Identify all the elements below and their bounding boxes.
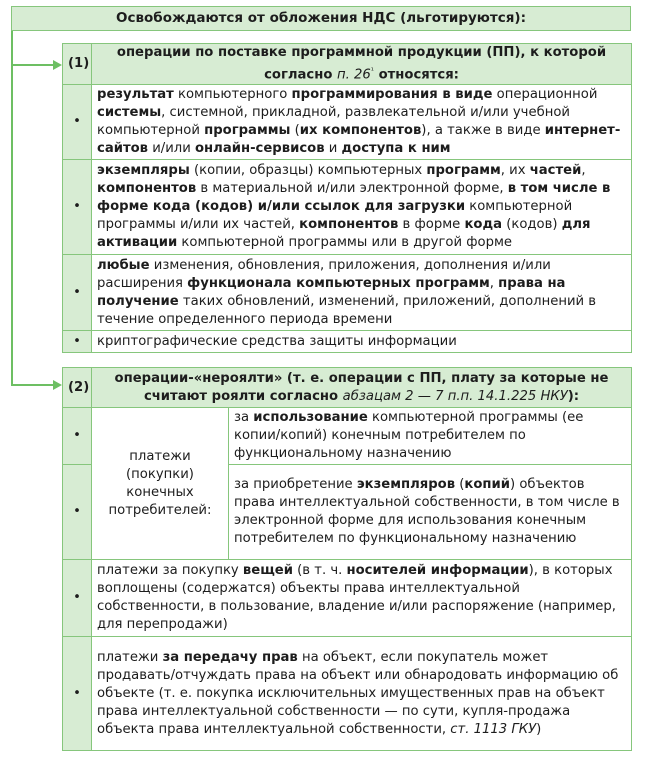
arrow-right-icon [53,60,62,70]
bullet-icon: • [63,637,92,751]
section-1-header-row [63,44,632,85]
connector-vertical-line [11,31,13,385]
table-row [63,160,632,255]
section-1-table [62,43,632,353]
list-item: результат компьютерного программирования в виде операционной системы, системной, прикладной, развлекательной и/или учебной компьютерной программы (их компонентов), а также в виде интернет-сайтов и/или онлайн-сервисов и доступа к ним [92,85,632,160]
bullet-icon: • [63,331,92,353]
arrow-right-icon [53,380,62,390]
table-row [63,331,632,353]
table-row [63,560,632,637]
bullet-icon: • [63,560,92,637]
table-row [63,85,632,160]
list-item: экземпляры (копии, образцы) компьютерных программ, их частей, компонентов в материальной и/или электронной форме, в том числе в форме кода (кодов) и/или ссылок для загрузки компьютерной программы и/или их частей, компонентов в форме кода (кодов) для активации компьютерной программы или в другой форме [92,160,632,255]
list-item: любые изменения, обновления, приложения, дополнения и/или расширения функционала компьютерных программ, права на получение таких обновлений, изменений, приложений, дополнений в течение определенного периода времени [92,255,632,331]
merged-label-cell: платежи (покупки) конечных потребителей: [92,408,229,560]
connector-arrow-1-line [11,64,53,66]
bullet-icon: • [63,465,92,560]
list-item: платежи за покупку вещей (в т. ч. носителей информации), в которых воплощены (содержатся) объекты права интеллектуальной собственности, в пользование, владение и/или распоряжение (например, для перепродажи) [92,560,632,637]
page-title: Освобождаются от обложения НДС (льготируются): [11,6,631,31]
bullet-icon: • [63,255,92,331]
list-item: за использование компьютерной программы (ее копии/копий) конечным потребителем по функциональному назначению [229,408,632,465]
table-row [63,255,632,331]
table-row [63,408,632,465]
bullet-icon: • [63,160,92,255]
section-2-number: (2) [63,368,92,408]
section-2-table [62,367,632,751]
list-item: криптографические средства защиты информации [92,331,632,353]
section-1-number: (1) [63,44,92,85]
list-item: платежи за передачу прав на объект, если покупатель может продавать/отчуждать права на объект или обнародовать информацию об объекте (т. е. покупка исключительных имущественных прав на объект права интеллектуальной собственности — по сути, купля-продажа объекта права интеллектуальной собственности, ст. 1113 ГКУ) [92,637,632,751]
section-2-header: операции-«нероялти» (т. е. операции с ПП, плату за которые не считают роялти согласно абзацам 2 — 7 п.п. 14.1.225 НКУ): [92,368,632,408]
section-2-header-row [63,368,632,408]
section-1-header: операции по поставке программной продукции (ПП), к которой согласно п. $26^{^1}$ относятся: [92,44,632,85]
bullet-icon: • [63,85,92,160]
bullet-icon: • [63,408,92,465]
table-row [63,637,632,751]
connector-arrow-2-line [11,384,53,386]
list-item: за приобретение экземпляров (копий) объектов права интеллектуальной собственности, в том числе в электронной форме для использования конечным потребителем по функциональному назначению [229,465,632,560]
